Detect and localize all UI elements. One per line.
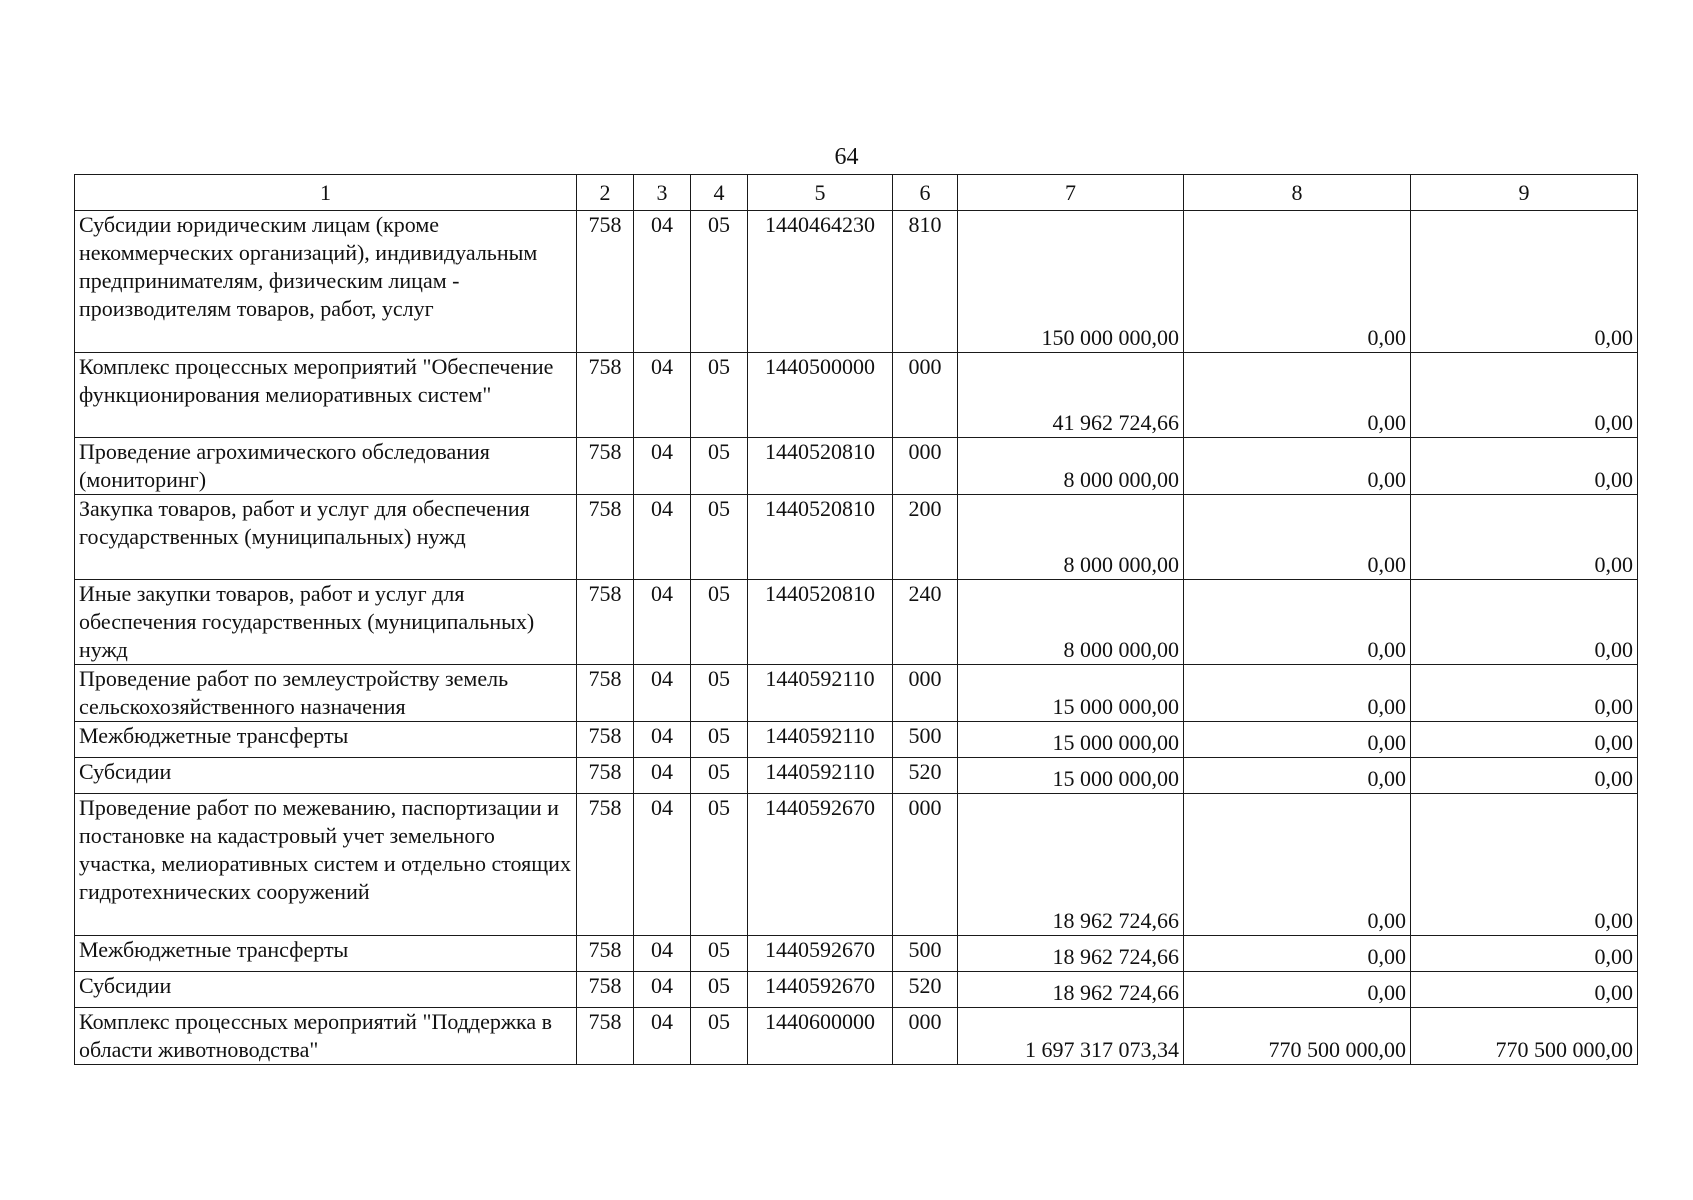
cell-col3: 04 [634,211,691,353]
cell-col7: 41 962 724,66 [958,353,1184,438]
cell-col6: 520 [893,972,958,1008]
table-row [75,665,1638,722]
cell-col2: 758 [577,758,634,794]
cell-col3: 04 [634,580,691,665]
cell-col8: 0,00 [1184,353,1411,438]
table-row [75,758,1638,794]
cell-col2: 758 [577,794,634,936]
cell-col7: 8 000 000,00 [958,438,1184,495]
cell-col5: 1440592670 [748,972,893,1008]
cell-col2: 758 [577,1008,634,1065]
cell-col6: 200 [893,495,958,580]
table-row [75,936,1638,972]
cell-col9: 0,00 [1411,665,1638,722]
cell-col2: 758 [577,665,634,722]
cell-col8: 0,00 [1184,722,1411,758]
cell-col4: 05 [691,936,748,972]
cell-col5: 1440500000 [748,353,893,438]
cell-col3: 04 [634,438,691,495]
cell-col5: 1440600000 [748,1008,893,1065]
cell-col2: 758 [577,353,634,438]
cell-col9: 0,00 [1411,936,1638,972]
cell-col2: 758 [577,495,634,580]
cell-col4: 05 [691,353,748,438]
cell-col3: 04 [634,722,691,758]
header-cell: 1 [75,175,577,211]
cell-col7: 8 000 000,00 [958,495,1184,580]
cell-col8: 0,00 [1184,665,1411,722]
table-row [75,495,1638,580]
table-row [75,438,1638,495]
cell-col7: 18 962 724,66 [958,972,1184,1008]
cell-col5: 1440520810 [748,495,893,580]
cell-col5: 1440592110 [748,665,893,722]
table-row [75,972,1638,1008]
cell-col4: 05 [691,438,748,495]
cell-col9: 0,00 [1411,722,1638,758]
cell-col5: 1440592670 [748,794,893,936]
cell-col6: 500 [893,936,958,972]
header-cell: 4 [691,175,748,211]
cell-col7: 8 000 000,00 [958,580,1184,665]
table-row [75,211,1638,353]
cell-col2: 758 [577,722,634,758]
cell-col9: 0,00 [1411,580,1638,665]
cell-col6: 000 [893,438,958,495]
cell-col9: 0,00 [1411,495,1638,580]
row-name: Субсидии [75,972,577,1008]
cell-col8: 0,00 [1184,794,1411,936]
cell-col4: 05 [691,758,748,794]
table-row [75,580,1638,665]
cell-col5: 1440520810 [748,580,893,665]
header-cell: 9 [1411,175,1638,211]
cell-col8: 0,00 [1184,936,1411,972]
row-name: Межбюджетные трансферты [75,722,577,758]
cell-col5: 1440520810 [748,438,893,495]
cell-col3: 04 [634,936,691,972]
table-row [75,794,1638,936]
cell-col9: 0,00 [1411,972,1638,1008]
row-name: Комплекс процессных мероприятий "Поддержка в области животноводства" [75,1008,577,1065]
cell-col4: 05 [691,794,748,936]
cell-col3: 04 [634,794,691,936]
header-cell: 5 [748,175,893,211]
cell-col8: 0,00 [1184,438,1411,495]
cell-col7: 18 962 724,66 [958,794,1184,936]
row-name: Проведение агрохимического обследования (мониторинг) [75,438,577,495]
cell-col3: 04 [634,353,691,438]
cell-col4: 05 [691,972,748,1008]
cell-col8: 770 500 000,00 [1184,1008,1411,1065]
cell-col7: 18 962 724,66 [958,936,1184,972]
cell-col6: 000 [893,665,958,722]
cell-col3: 04 [634,1008,691,1065]
budget-table [74,174,1638,1065]
cell-col2: 758 [577,936,634,972]
table-row [75,722,1638,758]
cell-col7: 150 000 000,00 [958,211,1184,353]
cell-col9: 0,00 [1411,353,1638,438]
cell-col2: 758 [577,211,634,353]
cell-col5: 1440592110 [748,758,893,794]
cell-col2: 758 [577,580,634,665]
cell-col8: 0,00 [1184,495,1411,580]
cell-col8: 0,00 [1184,972,1411,1008]
cell-col9: 0,00 [1411,758,1638,794]
cell-col7: 15 000 000,00 [958,665,1184,722]
cell-col3: 04 [634,758,691,794]
cell-col6: 000 [893,353,958,438]
cell-col4: 05 [691,1008,748,1065]
row-name: Проведение работ по межеванию, паспортизации и постановке на кадастровый учет земельного участка, мелиоративных систем и отдельно стоящих гидротехнических сооружений [75,794,577,936]
header-cell: 6 [893,175,958,211]
cell-col6: 000 [893,1008,958,1065]
row-name: Комплекс процессных мероприятий "Обеспечение функционирования мелиоративных систем" [75,353,577,438]
row-name: Проведение работ по землеустройству земель сельскохозяйственного назначения [75,665,577,722]
cell-col4: 05 [691,211,748,353]
cell-col9: 770 500 000,00 [1411,1008,1638,1065]
cell-col5: 1440592670 [748,936,893,972]
cell-col4: 05 [691,580,748,665]
table-row [75,1008,1638,1065]
cell-col7: 1 697 317 073,34 [958,1008,1184,1065]
cell-col3: 04 [634,495,691,580]
cell-col8: 0,00 [1184,580,1411,665]
row-name: Межбюджетные трансферты [75,936,577,972]
cell-col9: 0,00 [1411,211,1638,353]
cell-col4: 05 [691,722,748,758]
cell-col6: 810 [893,211,958,353]
header-row [75,175,1638,211]
header-cell: 8 [1184,175,1411,211]
header-cell: 2 [577,175,634,211]
cell-col6: 520 [893,758,958,794]
row-name: Субсидии юридическим лицам (кроме некоммерческих организаций), индивидуальным предпринимателям, физическим лицам - производителям товаров, работ, услуг [75,211,577,353]
cell-col3: 04 [634,972,691,1008]
page-number: 64 [834,144,859,170]
row-name: Иные закупки товаров, работ и услуг для обеспечения государственных (муниципальных) нужд [75,580,577,665]
cell-col7: 15 000 000,00 [958,758,1184,794]
cell-col9: 0,00 [1411,794,1638,936]
cell-col6: 500 [893,722,958,758]
table-row [75,353,1638,438]
cell-col3: 04 [634,665,691,722]
cell-col7: 15 000 000,00 [958,722,1184,758]
header-cell: 7 [958,175,1184,211]
cell-col5: 1440592110 [748,722,893,758]
cell-col9: 0,00 [1411,438,1638,495]
cell-col8: 0,00 [1184,211,1411,353]
cell-col6: 240 [893,580,958,665]
row-name: Субсидии [75,758,577,794]
row-name: Закупка товаров, работ и услуг для обеспечения государственных (муниципальных) нужд [75,495,577,580]
cell-col5: 1440464230 [748,211,893,353]
cell-col2: 758 [577,972,634,1008]
cell-col2: 758 [577,438,634,495]
cell-col4: 05 [691,665,748,722]
header-cell: 3 [634,175,691,211]
cell-col4: 05 [691,495,748,580]
cell-col8: 0,00 [1184,758,1411,794]
cell-col6: 000 [893,794,958,936]
